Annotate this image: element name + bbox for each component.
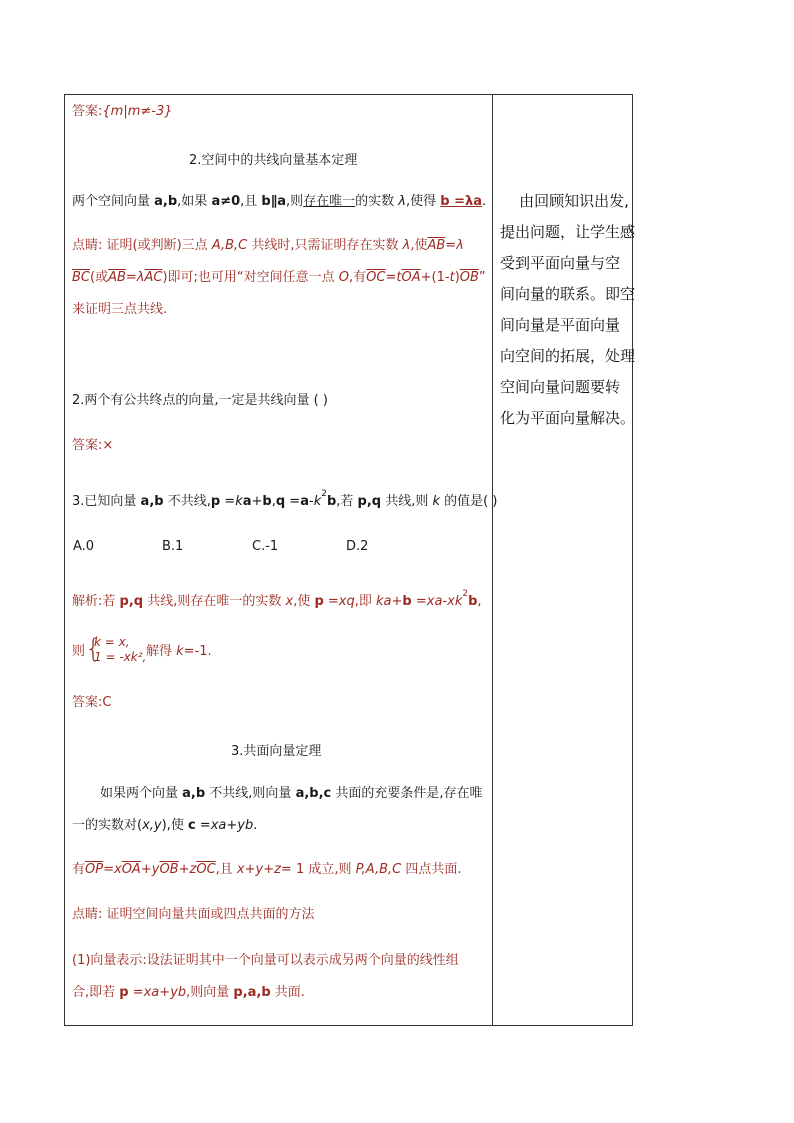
vector: $\overline{AC}$ bbox=[144, 270, 163, 285]
underlined-text: 存在唯一 bbox=[303, 194, 356, 209]
note-label: 点睛: bbox=[72, 907, 103, 922]
text: p,q bbox=[119, 594, 144, 609]
note-label: 点睛: bbox=[72, 238, 103, 253]
text: P,A,B,C bbox=[355, 862, 402, 877]
side-commentary bbox=[500, 186, 636, 434]
text: 共面. bbox=[270, 985, 305, 1000]
text: . bbox=[482, 194, 487, 209]
side-line: 由回顾知识出发, bbox=[500, 192, 629, 210]
answer-label: 答案: bbox=[72, 438, 103, 453]
note-1-line-2 bbox=[72, 270, 486, 286]
side-line: 间向量的联系。即空 bbox=[500, 285, 636, 303]
text: =λ bbox=[445, 238, 464, 253]
text: c bbox=[187, 818, 196, 833]
text: = bbox=[285, 494, 301, 509]
text: 共线,则存在唯一的实数 bbox=[143, 594, 286, 609]
text: p bbox=[314, 594, 324, 609]
text: λ bbox=[402, 238, 411, 253]
text: 共线,则 bbox=[381, 494, 433, 509]
text: a bbox=[300, 494, 309, 509]
vector: $\overline{OA}$ bbox=[401, 270, 421, 285]
vector: $\overline{BC}$ bbox=[72, 270, 90, 285]
option-d: D.2 bbox=[346, 539, 369, 554]
note-1-line-1 bbox=[72, 238, 464, 254]
text: 的实数 bbox=[355, 194, 399, 209]
vector: $\overline{OC}$ bbox=[196, 862, 216, 877]
text: (或 bbox=[90, 270, 109, 285]
answer-1 bbox=[72, 104, 173, 120]
text: 不共线,则向量 bbox=[205, 786, 296, 801]
text: a bbox=[242, 494, 252, 509]
text: + bbox=[178, 862, 190, 877]
text: =λ bbox=[125, 270, 145, 285]
text: + bbox=[391, 594, 403, 609]
text: p,q bbox=[357, 494, 382, 509]
text: ) bbox=[454, 270, 460, 285]
text: 一的实数对( bbox=[72, 818, 143, 833]
text: = bbox=[411, 594, 427, 609]
text: ” bbox=[478, 270, 486, 285]
text: ,则向量 bbox=[186, 985, 234, 1000]
text: + bbox=[251, 494, 263, 509]
text: , bbox=[477, 594, 482, 609]
text: t bbox=[396, 270, 402, 285]
text: - bbox=[442, 594, 448, 609]
superscript: 2 bbox=[462, 589, 469, 599]
text: 共面的充要条件是,存在唯 bbox=[331, 786, 483, 801]
side-line: 向空间的拓展，处理 bbox=[500, 347, 636, 365]
text: 如果两个向量 bbox=[100, 786, 183, 801]
text: ka bbox=[376, 594, 392, 609]
text: 有 bbox=[72, 862, 86, 877]
text: O bbox=[338, 270, 350, 285]
superscript: 2 bbox=[321, 489, 327, 499]
text: k bbox=[176, 644, 184, 659]
text: = bbox=[220, 494, 236, 509]
text: +(1- bbox=[420, 270, 450, 285]
solution-system-prefix: 则 bbox=[72, 644, 86, 659]
text: b bbox=[262, 494, 272, 509]
text: + bbox=[159, 985, 171, 1000]
vector: $\overline{OP}$ bbox=[85, 862, 104, 877]
text: ,有 bbox=[349, 270, 367, 285]
text: = bbox=[128, 985, 144, 1000]
text: 合,即若 bbox=[72, 985, 120, 1000]
text: x bbox=[285, 594, 294, 609]
vector: $\overline{OC}$ bbox=[366, 270, 386, 285]
text: 证明空间向量共面或四点共面的方法 bbox=[102, 907, 315, 922]
text: a,b bbox=[140, 494, 164, 509]
text: xk bbox=[447, 594, 463, 609]
text: 解析:若 bbox=[72, 594, 120, 609]
text: q bbox=[275, 494, 286, 509]
text: ,即 bbox=[354, 594, 377, 609]
text: + bbox=[226, 818, 238, 833]
text: = bbox=[323, 594, 339, 609]
coplanar-theorem-line-1 bbox=[100, 786, 483, 802]
text: ,则 bbox=[286, 194, 304, 209]
text: x bbox=[114, 862, 122, 877]
text: = 1 成立,则 bbox=[280, 862, 356, 877]
text: b bbox=[402, 594, 412, 609]
text: x,y bbox=[142, 818, 162, 833]
solution-system-line-1: k = x, bbox=[94, 635, 130, 649]
method-1-line-1: (1)向量表示:设法证明其中一个向量可以表示成另两个向量的线性组 bbox=[72, 953, 459, 968]
side-line: 提出问题，让学生感 bbox=[500, 223, 636, 241]
text: a≠0 bbox=[211, 194, 241, 209]
text: 解得 bbox=[146, 644, 177, 659]
text: 两个空间向量 bbox=[72, 194, 155, 209]
vector: $\overline{AB}$ bbox=[427, 238, 446, 253]
coplanar-theorem-line-2 bbox=[72, 818, 257, 834]
text: yb bbox=[237, 818, 254, 833]
column-divider bbox=[492, 94, 493, 1026]
text: 3.已知向量 bbox=[72, 494, 141, 509]
text: k bbox=[313, 494, 322, 509]
text: = bbox=[385, 270, 397, 285]
method-1-line-2 bbox=[72, 985, 305, 1001]
text: b bbox=[326, 494, 337, 509]
solution-line-1 bbox=[72, 589, 482, 611]
section-heading-2: 2.空间中的共线向量基本定理 bbox=[189, 153, 358, 168]
side-line: 化为平面向量解决。 bbox=[500, 409, 636, 427]
text: yb bbox=[170, 985, 187, 1000]
answer-value: {m|m≠-3} bbox=[102, 104, 173, 119]
vector: $\overline{AB}$ bbox=[108, 270, 126, 285]
vector: $\overline{OB}$ bbox=[459, 270, 479, 285]
brace-icon: { bbox=[85, 634, 102, 664]
text: p,a,b bbox=[233, 985, 271, 1000]
text: xq bbox=[338, 594, 355, 609]
text: z bbox=[189, 862, 197, 877]
collinear-theorem bbox=[72, 194, 486, 210]
answer-3 bbox=[72, 695, 111, 711]
text: xa bbox=[426, 594, 443, 609]
note-1-line-3: 来证明三点共线. bbox=[72, 302, 168, 317]
text: 证明(或判断)三点 bbox=[102, 238, 212, 253]
text: xa bbox=[210, 818, 227, 833]
text: p bbox=[210, 494, 221, 509]
solution-system-line-2: 1 = -xk², bbox=[94, 650, 147, 664]
text: + bbox=[140, 862, 152, 877]
text: t bbox=[449, 270, 455, 285]
text: 的值是( ) bbox=[440, 494, 498, 509]
text: ,若 bbox=[336, 494, 358, 509]
answer-value: × bbox=[102, 438, 114, 453]
text: xa bbox=[143, 985, 160, 1000]
text: 共线时,只需证明存在实数 bbox=[247, 238, 403, 253]
text: = bbox=[195, 818, 211, 833]
question-2: 2.两个有公共终点的向量,一定是共线向量 ( ) bbox=[72, 393, 328, 408]
text: λ bbox=[398, 194, 406, 209]
underlined-formula: b =λa bbox=[440, 194, 482, 209]
vector: $\overline{OB}$ bbox=[159, 862, 179, 877]
text: a,b bbox=[154, 194, 178, 209]
text: b∥a bbox=[261, 194, 286, 209]
four-points-coplanar bbox=[72, 862, 461, 878]
text: A,B,C bbox=[211, 238, 248, 253]
question-3 bbox=[72, 489, 498, 511]
option-c: C.-1 bbox=[252, 539, 279, 554]
text: 不共线, bbox=[163, 494, 211, 509]
text: ),使 bbox=[161, 818, 188, 833]
answer-label: 答案: bbox=[72, 104, 103, 119]
side-line: 间向量是平面向量 bbox=[500, 316, 621, 334]
text: p bbox=[119, 985, 129, 1000]
text: a,b,c bbox=[295, 786, 332, 801]
option-b: B.1 bbox=[162, 539, 184, 554]
option-a: A.0 bbox=[73, 539, 95, 554]
text: a,b bbox=[182, 786, 206, 801]
text: ,使得 bbox=[406, 194, 441, 209]
text: ,且 bbox=[240, 194, 262, 209]
text: ,使 bbox=[293, 594, 315, 609]
text: =-1. bbox=[183, 644, 212, 659]
text: ,如果 bbox=[177, 194, 212, 209]
side-line: 空间向量问题要转 bbox=[500, 378, 621, 396]
answer-2 bbox=[72, 438, 113, 454]
text: 四点共面. bbox=[401, 862, 462, 877]
vector: $\overline{OA}$ bbox=[121, 862, 141, 877]
solution-result bbox=[146, 644, 212, 660]
side-line: 受到平面向量与空 bbox=[500, 254, 621, 272]
text: b bbox=[468, 594, 478, 609]
text: = bbox=[103, 862, 114, 877]
answer-label: 答案: bbox=[72, 695, 103, 710]
section-heading-3: 3.共面向量定理 bbox=[231, 744, 322, 759]
text: )即可;也可用“对空间任意一点 bbox=[162, 270, 339, 285]
text: . bbox=[253, 818, 258, 833]
text: - bbox=[308, 494, 314, 509]
text: x+y+z bbox=[236, 862, 281, 877]
text: ,且 bbox=[215, 862, 237, 877]
text: , bbox=[271, 494, 276, 509]
text: k bbox=[432, 494, 441, 509]
text: ,使 bbox=[410, 238, 428, 253]
text: y bbox=[151, 862, 160, 877]
answer-value: C bbox=[102, 695, 112, 710]
note-2 bbox=[72, 907, 315, 923]
text: k bbox=[235, 494, 243, 509]
